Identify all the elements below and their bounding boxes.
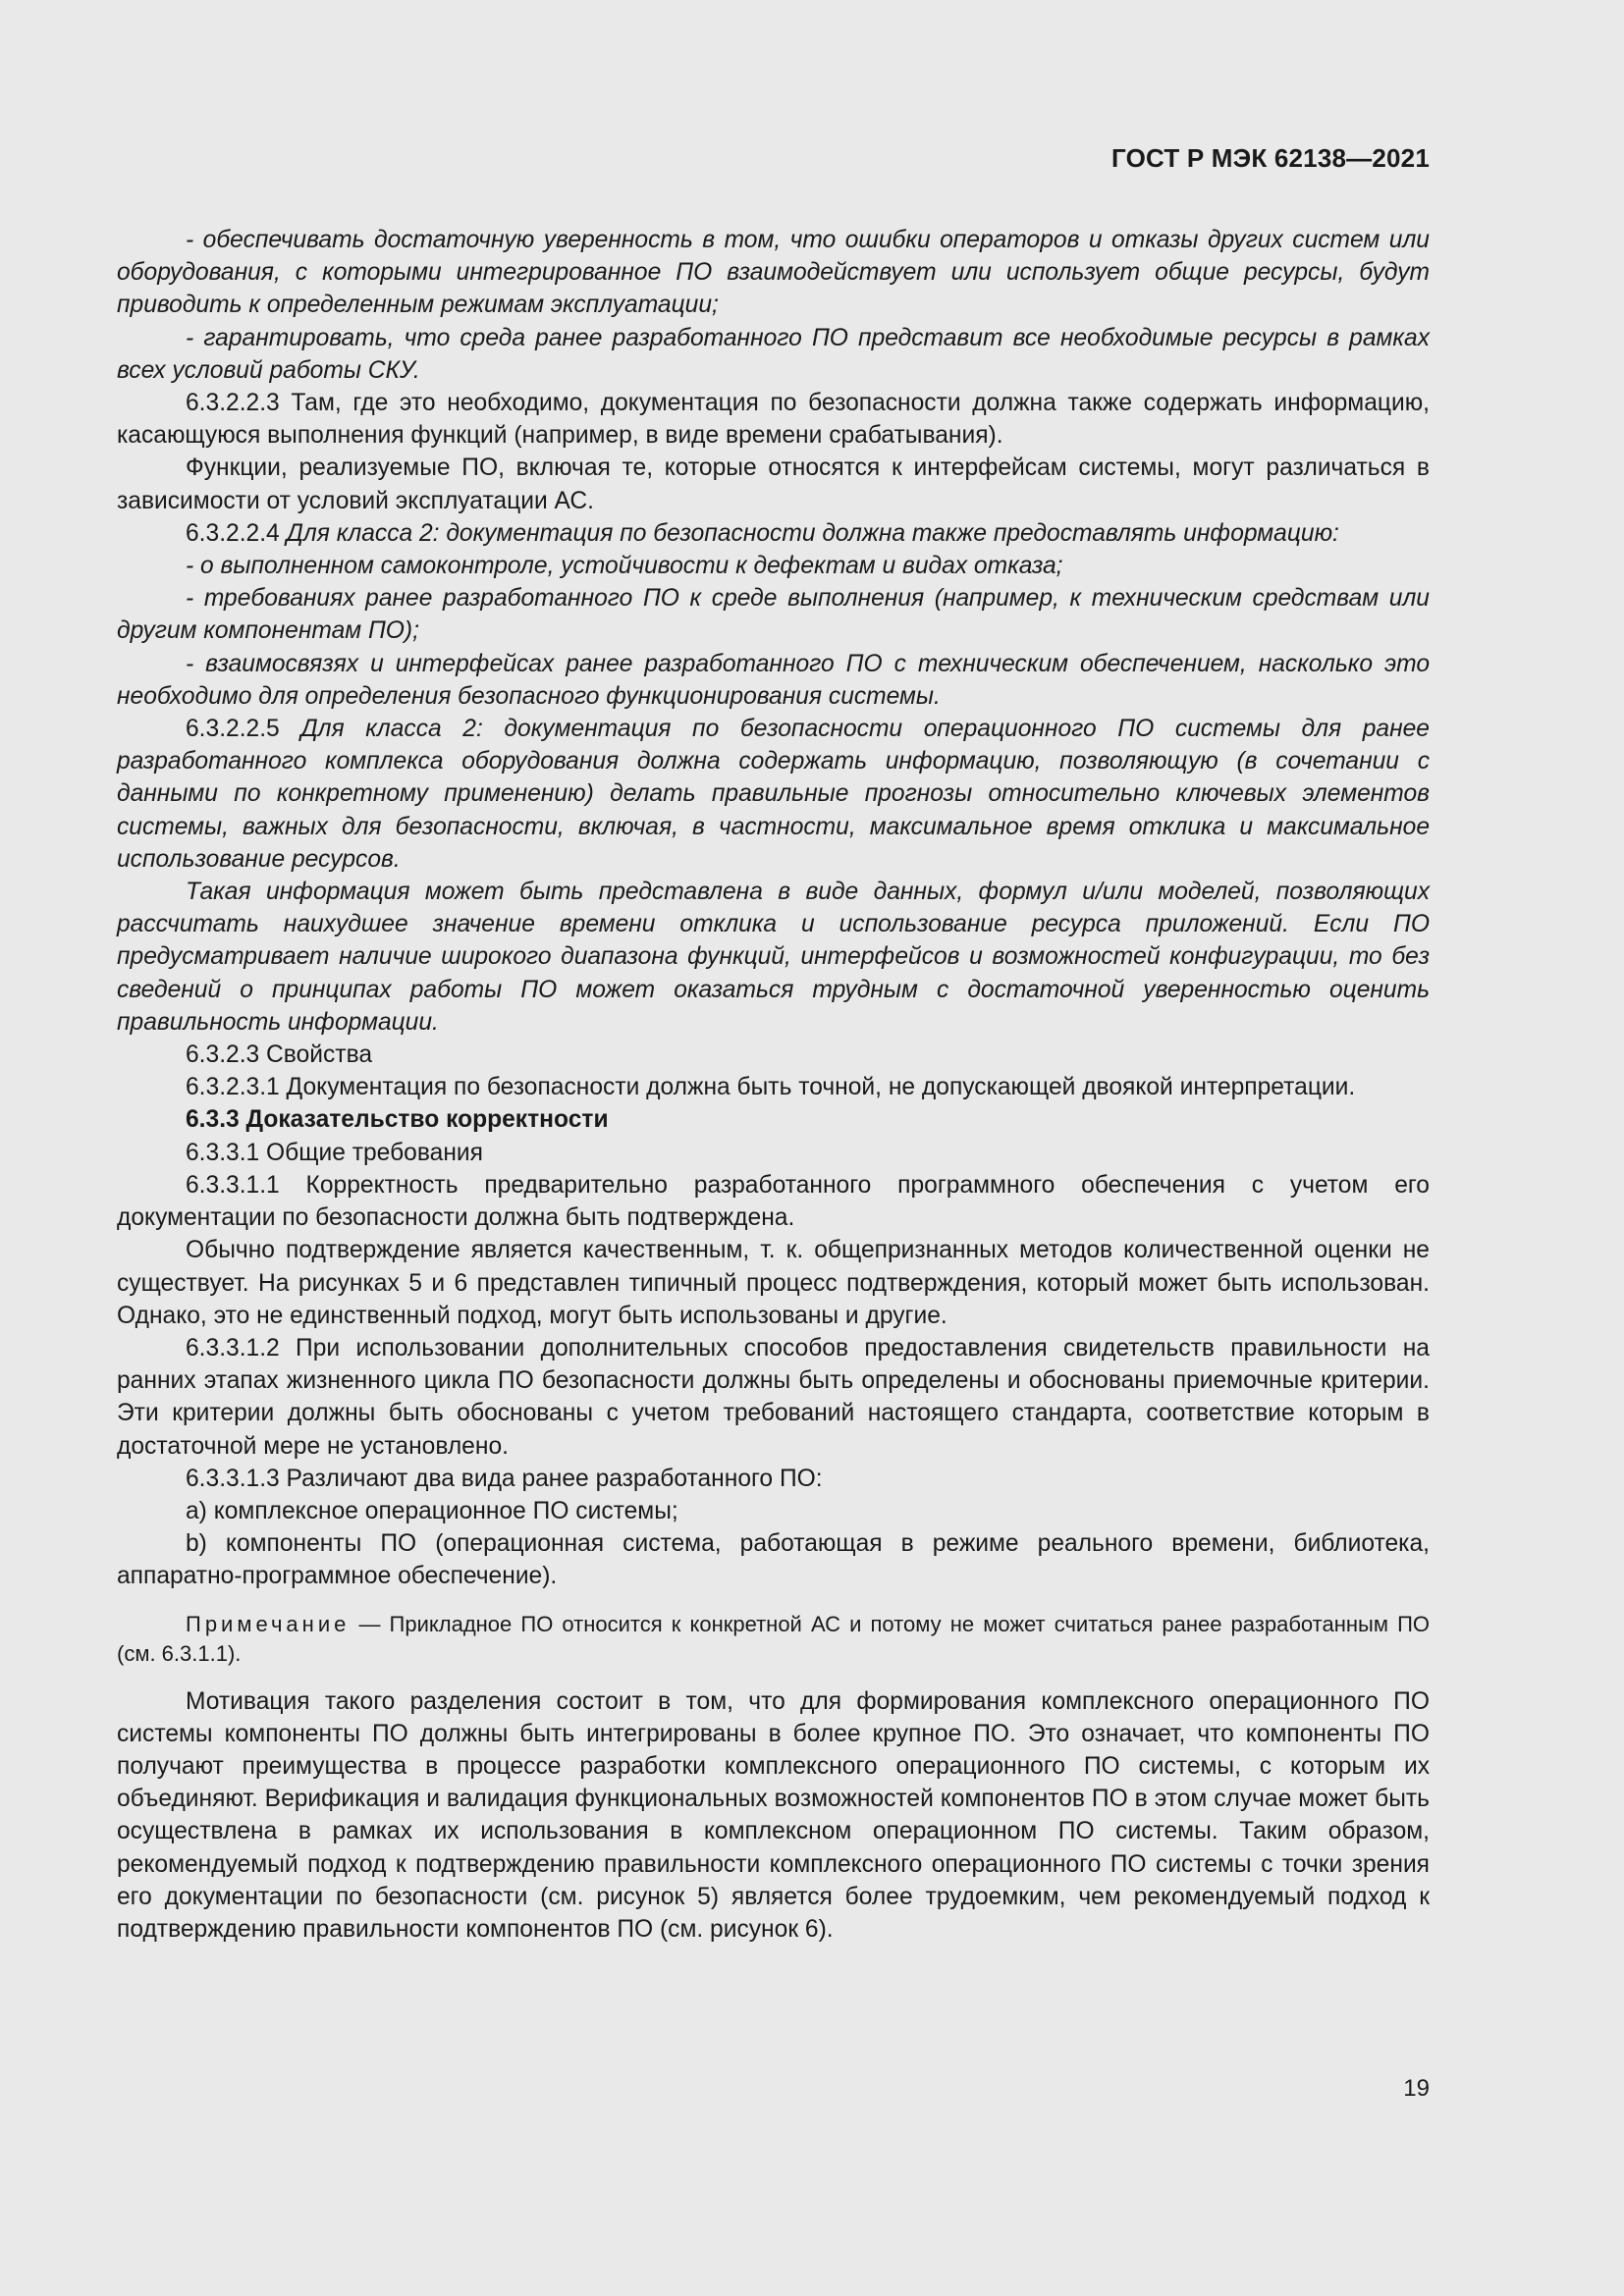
paragraph: - взаимосвязях и интерфейсах ранее разработанного ПО с техническим обеспечением, насколько это необходимо для определения безопасного функционирования системы. xyxy=(117,650,1430,710)
paragraph: Функции, реализуемые ПО, включая те, которые относятся к интерфейсам системы, могут различаться в зависимости от условий эксплуатации АС. xyxy=(117,454,1430,514)
document-body xyxy=(117,224,1430,1946)
paragraph: - обеспечивать достаточную уверенность в том, что ошибки операторов и отказы других систем или оборудования, с которыми интегрированное ПО взаимодействует или использует общие ресурсы, будут приводить к определенным режимам эксплуатации; xyxy=(117,227,1430,319)
note-text: — Прикладное ПО относится к конкретной АС и потому не может считаться ранее разработанным ПО (см. 6.3.1.1). xyxy=(117,1611,1430,1666)
clause-text: Для класса 2: документация по безопасности должна также предоставлять информацию: xyxy=(286,519,1339,547)
paragraph: Мотивация такого разделения состоит в том, что для формирования комплексного операционного ПО системы компоненты ПО должны быть интегрированы в более крупное ПО. Это означает, что компоненты ПО получают преимущества в процессе разработки комплексного операционного ПО системы, с которым их объединяют. Верификация и валидация функциональных возможностей компонентов ПО в этом случае может быть осуществлена в рамках их использования в комплексном операционном ПО системы. Таким образом, рекомендуемый подход к подтверждению правильности комплексного операционного ПО системы с точки зрения его документации по безопасности (см. рисунок 5) является более трудоемким, чем рекомендуемый подход к подтверждению правильности компонентов ПО (см. рисунок 6). xyxy=(117,1687,1430,1943)
clause-number: 6.3.2.2.4 xyxy=(186,519,280,547)
paragraph: - о выполненном самоконтроле, устойчивости к дефектам и видах отказа; xyxy=(186,553,1063,580)
section-heading: 6.3.3 Доказательство корректности xyxy=(186,1106,609,1134)
subsection-heading: 6.3.2.3 Свойства xyxy=(186,1041,373,1069)
paragraph: 6.3.3.1.2 При использовании дополнительных способов предоставления свидетельств правильности на ранних этапах жизненного цикла ПО безопасности должны быть определены и обоснованы приемочные критерии. Эти критерии должны быть обоснованы с учетом требований настоящего стандарта, соответствие которым в достаточной мере не установлено. xyxy=(117,1334,1430,1460)
note-label: Примечание xyxy=(186,1611,351,1636)
page-number: 19 xyxy=(1403,2075,1430,2102)
subsection-heading: 6.3.3.1 Общие требования xyxy=(186,1139,483,1166)
paragraph: - требованиях ранее разработанного ПО к среде выполнения (например, к техническим средствам или другим компонентам ПО); xyxy=(117,585,1430,645)
list-item: b) компоненты ПО (операционная система, работающая в режиме реального времени, библиотека, аппаратно-программное обеспечение). xyxy=(117,1530,1430,1590)
clause-number: 6.3.2.2.5 xyxy=(186,716,280,743)
paragraph: Такая информация может быть представлена в виде данных, формул и/или моделей, позволяющих рассчитать наихудшее значение времени отклика и использование ресурса приложений. Если ПО предусматривает наличие широкого диапазона функций, интерфейсов и возможностей конфигурации, то без сведений о принципах работы ПО может оказаться трудным с достаточной уверенностью оценить правильность информации. xyxy=(117,879,1430,1036)
list-item: a) комплексное операционное ПО системы; xyxy=(186,1497,678,1524)
paragraph: 6.3.3.1.1 Корректность предварительно разработанного программного обеспечения с учетом его документации по безопасности должна быть подтверждена. xyxy=(117,1171,1430,1232)
paragraph: - гарантировать, что среда ранее разработанного ПО представит все необходимые ресурсы в рамках всех условий работы СКУ. xyxy=(117,324,1430,384)
paragraph: 6.3.3.1.3 Различают два вида ранее разработанного ПО: xyxy=(186,1465,823,1492)
paragraph xyxy=(117,713,1430,876)
clause-text: Для класса 2: документация по безопасности операционного ПО системы для ранее разработанного комплекса оборудования должна содержать информацию, позволяющую (в сочетании с данными по конкретному применению) делать правильные прогнозы относительно ключевых элементов системы, важных для безопасности, включая, в частности, максимальное время отклика и максимальное использование ресурсов. xyxy=(117,716,1430,873)
paragraph: 6.3.2.2.3 Там, где это необходимо, документация по безопасности должна также содержать информацию, касающуюся выполнения функций (например, в виде времени срабатывания). xyxy=(117,390,1430,450)
paragraph xyxy=(117,517,1430,550)
paragraph: Обычно подтверждение является качественным, т. к. общепризнанных методов количественной оценки не существует. На рисунках 5 и 6 представлен типичный процесс подтверждения, который может быть использован. Однако, это не единственный подход, могут быть использованы и другие. xyxy=(117,1237,1430,1329)
paragraph: 6.3.2.3.1 Документация по безопасности должна быть точной, не допускающей двоякой интерпретации. xyxy=(186,1074,1356,1101)
document-header: ГОСТ Р МЭК 62138—2021 xyxy=(1110,143,1430,173)
note xyxy=(117,1610,1430,1669)
